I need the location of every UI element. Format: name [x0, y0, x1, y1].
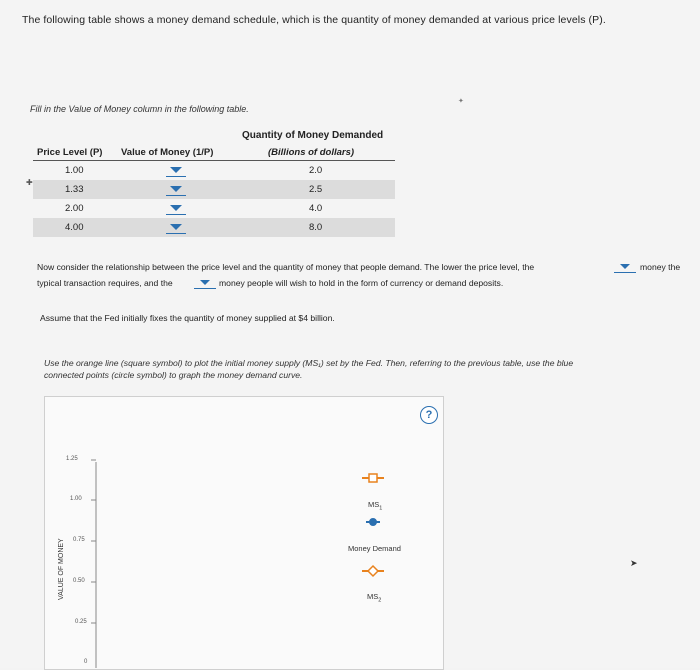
value-header: Value of Money (1/P): [121, 147, 214, 158]
value-dropdown[interactable]: [166, 222, 186, 234]
table-row: [33, 199, 395, 218]
paragraph-line2a: typical transaction requires, and the: [37, 278, 173, 288]
y-tick-label: 1.00: [70, 496, 82, 502]
value-dropdown[interactable]: [166, 184, 186, 196]
y-tick-label: 0.75: [73, 537, 85, 543]
price-cell: 1.00: [65, 165, 84, 176]
pointer-icon: ✚: [26, 178, 33, 187]
price-cell: 4.00: [65, 222, 84, 233]
help-icon[interactable]: ?: [420, 406, 438, 424]
graph-instruction-line1: Use the orange line (square symbol) to plot the initial money supply (MS₁) set by the Fed. Then, referring to the previous table, use the blue: [44, 358, 574, 368]
value-dropdown[interactable]: [166, 203, 186, 215]
y-tick-label: 0.50: [73, 578, 85, 584]
price-cell: 1.33: [65, 184, 84, 195]
price-header: Price Level (P): [37, 147, 103, 158]
qty-cell: 2.5: [309, 184, 323, 195]
paragraph-line2b: money people will wish to hold in the form of currency or demand deposits.: [219, 278, 504, 288]
qty-header-line1: Quantity of Money Demanded: [242, 130, 384, 141]
y-tick-label: 0: [84, 659, 88, 665]
table-instruction: Fill in the Value of Money column in the following table.: [30, 104, 249, 114]
graph-panel[interactable]: [44, 396, 444, 670]
table-row: [33, 180, 395, 199]
value-dropdown[interactable]: [166, 165, 186, 177]
table-row: [33, 218, 395, 237]
intro-text: The following table shows a money demand schedule, which is the quantity of money demanded at various price levels (P).: [22, 14, 606, 26]
money-held-dropdown[interactable]: [194, 278, 216, 289]
y-tick-label: 1.25: [66, 456, 78, 462]
legend-ms1-label[interactable]: $MS_1$: [368, 500, 383, 512]
cursor-mark-icon: ✦: [458, 98, 464, 105]
table-row: [33, 161, 395, 180]
qty-header-line2: (Billions of dollars): [268, 147, 355, 158]
qty-cell: 8.0: [309, 222, 323, 233]
legend-ms2-label[interactable]: $MS_2$: [367, 592, 382, 604]
legend-money-demand-label[interactable]: Money Demand: [348, 544, 401, 553]
price-cell: 2.00: [65, 203, 84, 214]
price-level-dropdown[interactable]: [614, 262, 636, 273]
mouse-cursor-icon: ➤: [630, 558, 638, 568]
y-tick-label: 0.25: [75, 619, 87, 625]
graph-instruction-line2: connected points (circle symbol) to graph the money demand curve.: [44, 370, 303, 380]
qty-cell: 2.0: [309, 165, 323, 176]
y-axis-label: VALUE OF MONEY: [58, 538, 65, 600]
assume-text: Assume that the Fed initially fixes the quantity of money supplied at $4 billion.: [40, 313, 335, 323]
qty-cell: 4.0: [309, 203, 323, 214]
paragraph-line1b: money the: [640, 262, 681, 272]
paragraph-line1a: Now consider the relationship between the price level and the quantity of money that people demand. The lower the price level, the: [37, 262, 535, 272]
